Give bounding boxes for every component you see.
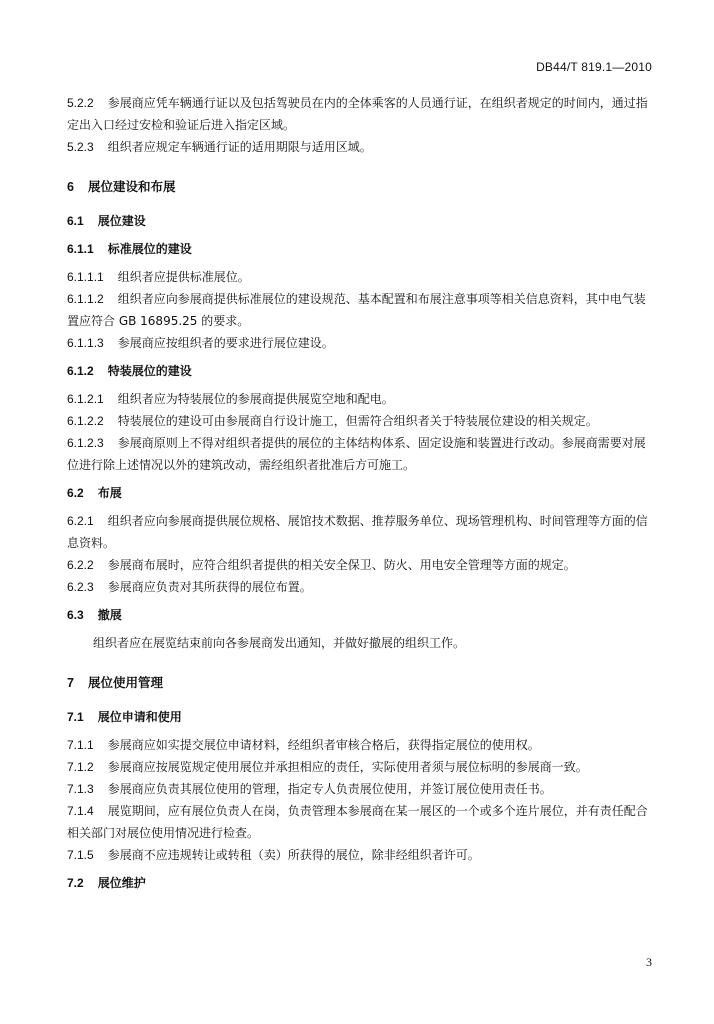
clause-number: 7.1.4 — [67, 804, 94, 818]
subsection-heading-6-3 — [67, 604, 652, 626]
document-body — [67, 92, 652, 894]
clause-6-2-1 — [67, 510, 652, 554]
clause-text: 参展商布展时，应符合组织者提供的相关安全保卫、防火、用电安全管理等方面的规定。 — [107, 558, 576, 572]
clause-number: 6.1.1.1 — [67, 270, 104, 284]
clause-6-2-2 — [67, 554, 652, 576]
clause-text: 参展商应按展览规定使用展位并承担相应的责任，实际使用者须与展位标明的参展商一致。 — [107, 760, 588, 774]
section-number: 7.1 — [67, 710, 84, 724]
clause-text: 特装展位的建设可由参展商自行设计施工，但需符合组织者关于特装展位建设的相关规定。 — [117, 414, 598, 428]
section-title: 布展 — [97, 486, 122, 500]
clause-text: 参展商应如实提交展位申请材料，经组织者审核合格后，获得指定展位的使用权。 — [107, 738, 540, 752]
clause-text: 参展商应凭车辆通行证以及包括驾驶员在内的全体乘客的人员通行证，在组织者规定的时间内，通过指定出入口经过安检和验证后进入指定区域。 — [67, 96, 648, 132]
clause-text: 组织者应为特装展位的参展商提供展览空地和配电。 — [117, 392, 394, 406]
clause-7-1-5 — [67, 844, 652, 866]
clause-number: 7.1.2 — [67, 760, 94, 774]
clause-number: 5.2.2 — [67, 96, 94, 110]
clause-text: 展览期间，应有展位负责人在岗，负责管理本参展商在某一展区的一个或多个连片展位，并有责任配合相关部门对展位使用情况进行检查。 — [67, 804, 648, 840]
clause-number: 7.1.5 — [67, 848, 94, 862]
clause-number: 6.1.2.2 — [67, 414, 104, 428]
section-number: 6 — [67, 180, 74, 194]
clause-number: 7.1.3 — [67, 782, 94, 796]
subsection-heading-6-1-2 — [67, 360, 652, 382]
clause-text: 组织者应规定车辆通行证的适用期限与适用区域。 — [107, 140, 372, 154]
standard-code-header: DB44/T 819.1—2010 — [536, 60, 652, 74]
clause-6-1-2-3 — [67, 432, 652, 476]
section-title: 撤展 — [97, 608, 122, 622]
paragraph-6-3: 组织者应在展览结束前向各参展商发出通知，并做好撤展的组织工作。 — [93, 636, 466, 650]
section-number: 6.2 — [67, 486, 84, 500]
section-title: 展位建设和布展 — [87, 179, 176, 194]
clause-7-1-1 — [67, 734, 652, 756]
clause-text: 组织者应向参展商提供展位规格、展馆技术数据、推荐服务单位、现场管理机构、时间管理等方面的信息资料。 — [67, 514, 648, 550]
clause-5-2-2 — [67, 92, 652, 136]
subsection-heading-6-2 — [67, 482, 652, 504]
clause-6-2-3 — [67, 576, 652, 598]
clause-6-1-1-2 — [67, 288, 652, 332]
clause-5-2-3 — [67, 136, 652, 158]
section-number: 6.3 — [67, 608, 84, 622]
clause-number: 6.1.1.3 — [67, 336, 104, 350]
section-number: 7.2 — [67, 876, 84, 890]
clause-number: 6.1.2.3 — [67, 436, 104, 450]
clause-number: 5.2.3 — [67, 140, 94, 154]
section-number: 6.1 — [67, 214, 84, 228]
section-number: 6.1.2 — [67, 364, 94, 378]
clause-number: 6.2.2 — [67, 558, 94, 572]
section-title: 展位维护 — [97, 876, 146, 890]
section-heading-6 — [67, 176, 652, 198]
clause-6-1-2-2 — [67, 410, 652, 432]
clause-number: 6.1.1.2 — [67, 292, 104, 306]
clause-6-1-2-1 — [67, 388, 652, 410]
clause-text: 参展商原则上不得对组织者提供的展位的主体结构体系、固定设施和装置进行改动。参展商需要对展位进行除上述情况以外的建筑改动，需经组织者批准后方可施工。 — [67, 436, 646, 472]
clause-7-1-3 — [67, 778, 652, 800]
clause-6-1-1-1 — [67, 266, 652, 288]
section-title: 特装展位的建设 — [107, 364, 192, 378]
subsection-heading-7-2 — [67, 872, 652, 894]
clause-number: 6.2.1 — [67, 514, 94, 528]
section-title: 标准展位的建设 — [107, 242, 192, 256]
section-number: 6.1.1 — [67, 242, 94, 256]
subsection-heading-6-1-1 — [67, 238, 652, 260]
clause-7-1-4 — [67, 800, 652, 844]
clause-text: 组织者应向参展商提供标准展位的建设规范、基本配置和布展注意事项等相关信息资料，其中电气装置应符合 GB 16895.25 的要求。 — [67, 292, 646, 328]
clause-number: 7.1.1 — [67, 738, 94, 752]
section-heading-7 — [67, 672, 652, 694]
subsection-heading-6-1 — [67, 210, 652, 232]
section-title: 展位使用管理 — [87, 675, 163, 690]
subsection-heading-7-1 — [67, 706, 652, 728]
section-title: 展位建设 — [97, 214, 146, 228]
clause-text: 参展商应负责对其所获得的展位布置。 — [107, 580, 312, 594]
clause-number: 6.2.3 — [67, 580, 94, 594]
section-number: 7 — [67, 676, 74, 690]
clause-6-1-1-3 — [67, 332, 652, 354]
clause-text: 组织者应提供标准展位。 — [117, 270, 250, 284]
clause-text: 参展商不应违规转让或转租（卖）所获得的展位，除非经组织者许可。 — [107, 848, 480, 862]
section-title: 展位申请和使用 — [97, 710, 182, 724]
clause-text: 参展商应按组织者的要求进行展位建设。 — [117, 336, 334, 350]
clause-text: 参展商应负责其展位使用的管理，指定专人负责展位使用，并签订展位使用责任书。 — [107, 782, 552, 796]
clause-7-1-2 — [67, 756, 652, 778]
clause-number: 6.1.2.1 — [67, 392, 104, 406]
page-number: 3 — [646, 955, 652, 969]
